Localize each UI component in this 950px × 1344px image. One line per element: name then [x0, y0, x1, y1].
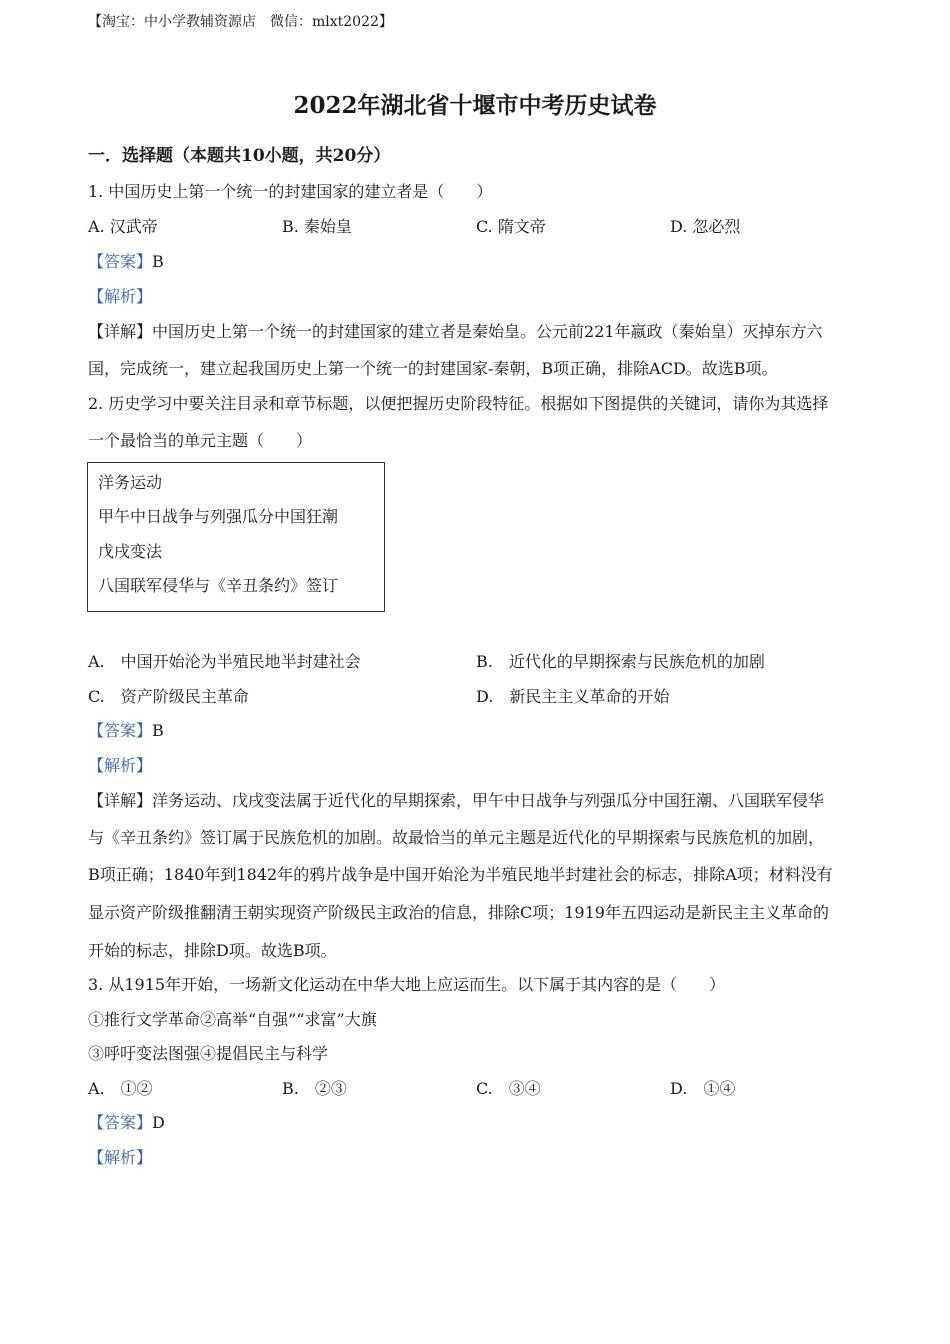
- q2-stem-line-1: 2. 历史学习中要关注目录和章节标题，以便把握历史阶段特征。根据如下图提供的关键词，请你为其选择: [88, 394, 829, 413]
- q2-stem-line-2: 一个最恰当的单元主题（ ）: [88, 431, 313, 450]
- answer-label: 【答案】: [88, 252, 153, 271]
- q2-detail-line-4: 显示资产阶级推翻清王朝实现资产阶级民主政治的信息，排除C项；1919年五四运动是新民主主义革命的: [88, 903, 829, 922]
- q2-detail-line-3: B项正确；1840年到1842年的鸦片战争是中国开始沦为半殖民地半封建社会的标志，排除A项；材料没有: [88, 865, 833, 884]
- q1-analysis-label: 【解析】: [88, 287, 153, 306]
- q3-stem: 3. 从1915年开始，一场新文化运动在中华大地上应运而生。以下属于其内容的是（ ）: [88, 975, 726, 994]
- q3-answer-value: D: [152, 1113, 165, 1132]
- section-heading: 一．选择题（本题共10小题，共20分）: [88, 146, 391, 166]
- q3-item-line-1: ①推行文学革命②高举“自强”“求富”大旗: [88, 1010, 377, 1029]
- q2-answer-value: B: [152, 721, 164, 740]
- q1-option-d: D. 忽必烈: [670, 217, 741, 236]
- q1-detail-line-1: [88, 322, 823, 342]
- answer-label: 【答案】: [88, 1113, 153, 1132]
- page-header-watermark: 【淘宝：中小学教辅资源店 微信：mlxt2022】: [88, 14, 393, 30]
- q2-keyword-3: 戊戌变法: [98, 542, 163, 561]
- q3-option-d: D. ①④: [670, 1079, 736, 1098]
- q2-option-c: C. 资产阶级民主革命: [88, 687, 249, 706]
- detail-label: 【详解】: [88, 322, 153, 341]
- q2-detail-line-2: 与《辛丑条约》签订属于民族危机的加剧。故最恰当的单元主题是近代化的早期探索与民族危机的加剧，: [88, 828, 825, 847]
- q2-option-d: D. 新民主主义革命的开始: [476, 687, 670, 706]
- q2-answer: [88, 721, 164, 741]
- q1-answer-value: B: [152, 252, 164, 271]
- page-title: 2022年湖北省十堰市中考历史试卷: [293, 92, 657, 119]
- q3-answer: [88, 1113, 165, 1133]
- q2-option-b: B. 近代化的早期探索与民族危机的加剧: [476, 652, 765, 671]
- q1-option-a: A. 汉武帝: [88, 217, 158, 236]
- q1-option-c: C. 隋文帝: [476, 217, 546, 236]
- detail-label: 【详解】: [88, 791, 153, 810]
- q1-option-b: B. 秦始皇: [282, 217, 352, 236]
- q2-option-a: A. 中国开始沦为半殖民地半封建社会: [88, 652, 361, 671]
- q2-keyword-1: 洋务运动: [98, 473, 163, 492]
- q2-detail-text-1: 洋务运动、戊戌变法属于近代化的早期探索，甲午中日战争与列强瓜分中国狂潮、八国联军侵华: [152, 791, 825, 810]
- q3-option-b: B. ②③: [282, 1079, 347, 1098]
- q3-item-line-2: ③呼吁变法图强④提倡民主与科学: [88, 1044, 329, 1063]
- q1-stem: 1. 中国历史上第一个统一的封建国家的建立者是（ ）: [88, 182, 493, 201]
- q3-analysis-label: 【解析】: [88, 1148, 153, 1167]
- q1-detail-text-1: 中国历史上第一个统一的封建国家的建立者是秦始皇。公元前221年嬴政（秦始皇）灭掉东方六: [152, 322, 823, 341]
- q1-answer: [88, 252, 164, 272]
- q3-option-c: C. ③④: [476, 1079, 541, 1098]
- answer-label: 【答案】: [88, 721, 153, 740]
- q2-keyword-box: [87, 462, 385, 612]
- q3-option-a: A. ①②: [88, 1079, 153, 1098]
- q2-detail-line-5: 开始的标志，排除D项。故选B项。: [88, 941, 337, 960]
- q2-keyword-4: 八国联军侵华与《辛丑条约》签订: [98, 576, 339, 595]
- q2-analysis-label: 【解析】: [88, 756, 153, 775]
- q2-detail-line-1: [88, 791, 824, 811]
- q2-keyword-2: 甲午中日战争与列强瓜分中国狂潮: [98, 507, 339, 526]
- q1-detail-line-2: 国，完成统一，建立起我国历史上第一个统一的封建国家-秦朝，B项正确，排除ACD。故选B项。: [88, 359, 778, 378]
